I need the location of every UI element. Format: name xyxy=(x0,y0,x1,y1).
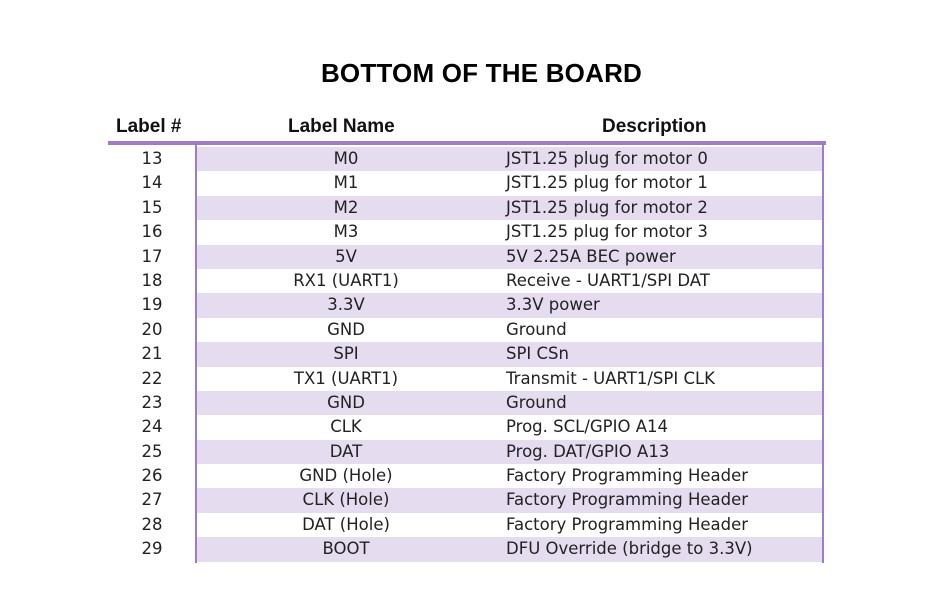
cell-label-name: GND (Hole) xyxy=(299,466,393,486)
table-row xyxy=(108,269,824,293)
table-header xyxy=(108,116,826,142)
cell-label-number: 25 xyxy=(141,441,163,461)
cell-description: SPI CSn xyxy=(506,344,569,364)
header-divider xyxy=(108,141,826,145)
cell-label-name: BOOT xyxy=(322,539,370,559)
cell-label-number: 16 xyxy=(141,222,163,242)
cell-label-number: 19 xyxy=(141,295,163,315)
cell-description: 5V 2.25A BEC power xyxy=(506,246,676,266)
cell-label-number: 17 xyxy=(141,246,163,266)
cell-label-number: 20 xyxy=(141,319,163,339)
cell-description: JST1.25 plug for motor 0 xyxy=(506,149,708,168)
cell-description: DFU Override (bridge to 3.3V) xyxy=(506,539,753,559)
cell-label-number: 18 xyxy=(141,270,163,290)
table-row xyxy=(108,488,824,512)
cell-description: Factory Programming Header xyxy=(506,466,749,486)
table-row xyxy=(108,367,824,391)
cell-label-name: DAT (Hole) xyxy=(302,514,390,534)
table-row xyxy=(108,415,824,439)
cell-label-number: 28 xyxy=(141,514,163,534)
cell-label-number: 23 xyxy=(141,392,163,412)
cell-description: Prog. SCL/GPIO A14 xyxy=(506,417,669,437)
cell-label-name: M1 xyxy=(333,173,359,193)
cell-description: Transmit - UART1/SPI CLK xyxy=(506,368,716,388)
cell-label-name: M2 xyxy=(333,197,359,217)
column-divider xyxy=(195,145,197,563)
header-description: Description xyxy=(602,116,707,137)
cell-label-number: 26 xyxy=(141,466,163,486)
cell-description: Receive - UART1/SPI DAT xyxy=(506,270,710,290)
page-title: BOTTOM OF THE BOARD xyxy=(320,58,643,88)
cell-label-name: CLK (Hole) xyxy=(302,490,390,510)
table-row xyxy=(108,537,824,561)
table-row xyxy=(108,513,824,537)
cell-label-name: CLK xyxy=(330,417,362,437)
table-row xyxy=(108,171,824,195)
header-label-name: Label Name xyxy=(288,116,395,137)
cell-description: Ground xyxy=(506,392,567,412)
cell-description: 3.3V power xyxy=(506,295,600,315)
cell-description: Factory Programming Header xyxy=(506,490,749,510)
cell-label-number: 27 xyxy=(141,490,163,510)
cell-description: Prog. DAT/GPIO A13 xyxy=(506,441,670,461)
table-row xyxy=(108,220,824,244)
table-row xyxy=(108,464,824,488)
header-label-number: Label # xyxy=(116,116,182,137)
cell-label-name: TX1 (UART1) xyxy=(293,368,399,388)
cell-label-name: M0 xyxy=(333,149,359,168)
table-row xyxy=(108,147,824,171)
cell-description: Ground xyxy=(506,319,567,339)
cell-label-number: 14 xyxy=(141,173,163,193)
cell-label-number: 13 xyxy=(141,149,163,168)
table-row xyxy=(108,196,824,220)
cell-label-number: 15 xyxy=(141,197,163,217)
cell-label-name: SPI xyxy=(333,344,359,364)
cell-description: Factory Programming Header xyxy=(506,514,749,534)
pin-table xyxy=(108,147,824,562)
table-row xyxy=(108,440,824,464)
cell-label-number: 29 xyxy=(141,539,163,559)
cell-label-number: 24 xyxy=(141,417,163,437)
cell-label-number: 21 xyxy=(141,344,163,364)
cell-description: JST1.25 plug for motor 2 xyxy=(506,197,708,217)
table-row xyxy=(108,245,824,269)
table-row xyxy=(108,318,824,342)
cell-label-name: M3 xyxy=(333,222,359,242)
cell-description: JST1.25 plug for motor 3 xyxy=(506,222,708,242)
table-row xyxy=(108,391,824,415)
cell-label-name: 5V xyxy=(335,246,357,266)
cell-label-name: RX1 (UART1) xyxy=(293,270,399,290)
table-right-border xyxy=(822,145,824,563)
cell-label-number: 22 xyxy=(141,368,163,388)
cell-label-name: 3.3V xyxy=(327,295,365,315)
table-row xyxy=(108,342,824,366)
cell-label-name: GND xyxy=(327,392,365,412)
cell-label-name: GND xyxy=(327,319,365,339)
table-row xyxy=(108,293,824,317)
cell-description: JST1.25 plug for motor 1 xyxy=(506,173,708,193)
cell-label-name: DAT xyxy=(329,441,363,461)
